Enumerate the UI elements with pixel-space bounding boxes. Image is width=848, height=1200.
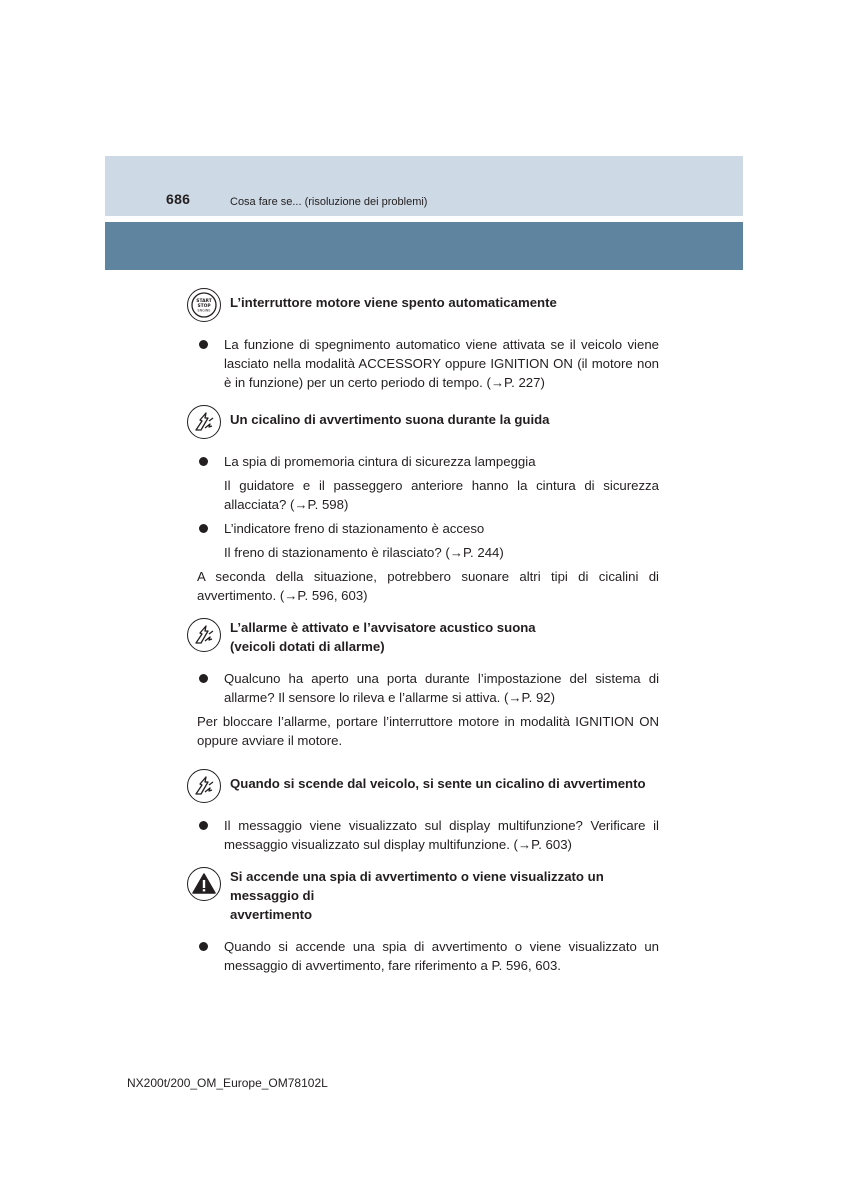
topic-title: Un cicalino di avvertimento suona durante la guida [230,412,550,427]
topic-title [230,618,536,656]
main-content [187,288,659,980]
bullet-item: Qualcuno ha aperto una porta durante l’impostazione del sistema di allarme? Il sensore lo rileva e l’allarme si attiva. (→P. 92) [197,669,659,707]
paragraph: Per bloccare l’allarme, portare l’interruttore motore in modalità IGNITION ON oppure avviare il motore. [197,714,659,748]
exit-buzzer-icon [187,769,221,803]
topic-title: Quando si scende dal veicolo, si sente un cicalino di avvertimento [230,776,646,791]
topic-title-line: avvertimento [230,907,313,922]
start-stop-engine-button-icon [187,288,221,322]
sub-item: Il freno di stazionamento è rilasciato? (→P. 244) [224,545,504,560]
sub-item: Il guidatore e il passeggero anteriore hanno la cintura di sicurezza allacciata? (→P. 598) [224,478,659,512]
header-band [105,156,743,216]
header-accent-bar [105,222,743,270]
topic-engine-off [187,288,659,322]
bullet-item: La spia di promemoria cintura di sicurezza lampeggia [197,452,659,471]
topic-title-line: L’allarme è attivato e l’avvisatore acustico suona [230,620,536,635]
topic-title-line: Si accende una spia di avvertimento o viene visualizzato un messaggio di [230,869,604,903]
bullet-item: Quando si accende una spia di avvertimento o viene visualizzato un messaggio di avvertimento, fare riferimento a P. 596, 603. [197,937,659,975]
icon-text-engine: ENGINE [197,308,211,313]
bullet-item: La funzione di spegnimento automatico viene attivata se il veicolo viene lasciato nella modalità ACCESSORY oppure IGNITION ON (il motore non è in funzione) per un certo periodo di tempo. (→P. 227) [197,335,659,392]
bullet-item: L’indicatore freno di stazionamento è acceso [197,519,659,538]
page-number: 686 [166,191,191,207]
document-code: NX200t/200_OM_Europe_OM78102L [127,1076,328,1090]
icon-text-start: START [196,299,212,304]
alarm-horn-icon [187,618,221,652]
bullet-item: Il messaggio viene visualizzato sul display multifunzione? Verificare il messaggio visualizzato sul display multifunzione. (→P. 603) [197,816,659,854]
topic-title: L’interruttore motore viene spento automaticamente [230,295,557,310]
topic-title-line: (veicoli dotati di allarme) [230,639,385,654]
topic-exit-buzzer [187,769,659,803]
warning-triangle-icon [187,867,221,901]
topic-buzzer-driving [187,405,659,439]
topic-title [230,867,659,924]
topic-alarm [187,618,659,656]
section-title: Cosa fare se... (risoluzione dei problemi) [230,196,428,208]
icon-text-stop: STOP [197,304,211,309]
warning-buzzer-icon [187,405,221,439]
paragraph: A seconda della situazione, potrebbero suonare altri tipi di cicalini di avvertimento. (→P. 596, 603) [197,569,659,603]
topic-warning-light [187,867,659,924]
